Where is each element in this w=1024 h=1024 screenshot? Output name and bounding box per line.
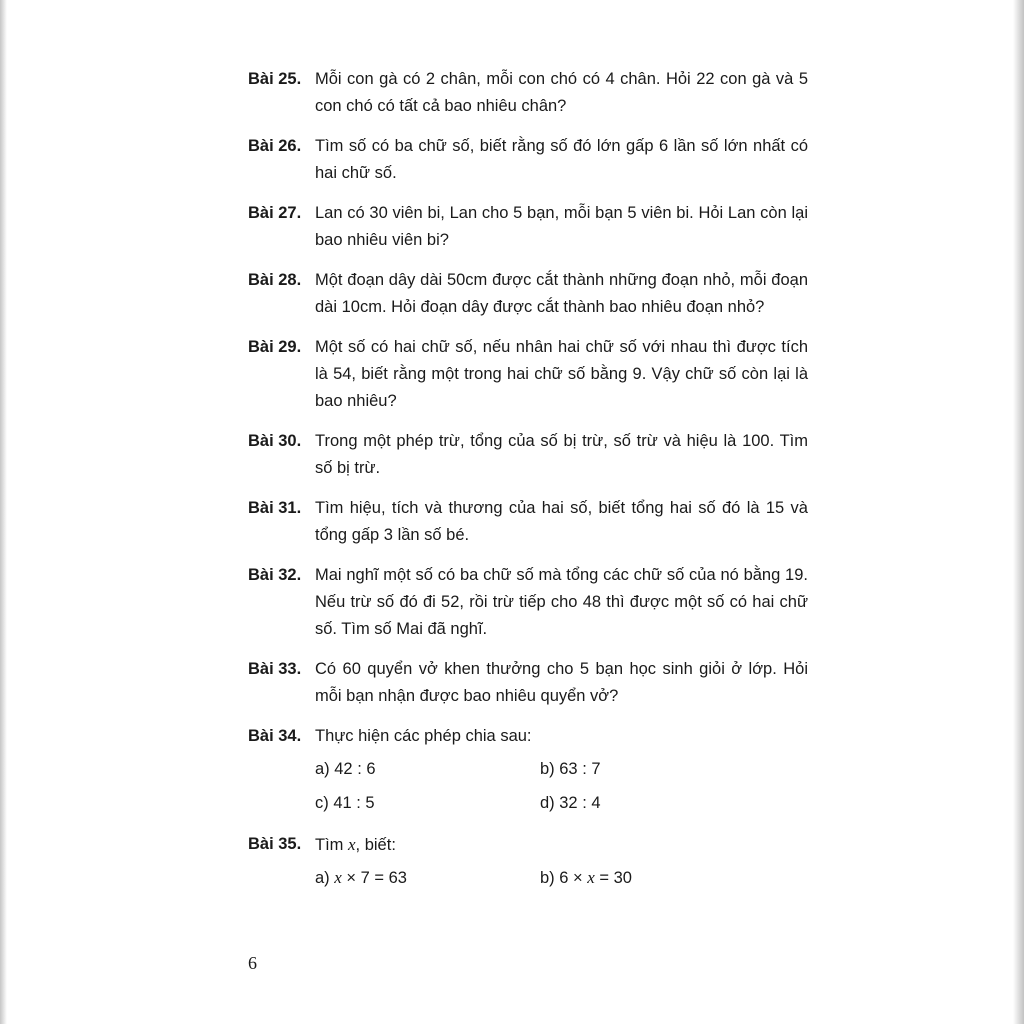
exercise-part-b: b) 6 × x = 30 xyxy=(540,868,632,887)
exercise-bai-33 xyxy=(248,656,808,710)
exercise-parts-row xyxy=(315,863,808,893)
page-left-edge-shadow xyxy=(0,0,7,1024)
exercise-bai-34 xyxy=(248,723,808,818)
exercise-label: Bài 29. xyxy=(248,338,302,356)
exercise-text: Mai nghĩ một số có ba chữ số mà tổng các chữ số của nó bằng 19. Nếu trừ số đó đi 52, rồi trừ tiếp cho 48 thì được một số có hai chữ số. Tìm số Mai đã nghĩ. xyxy=(315,566,808,638)
exercise-text: Tìm hiệu, tích và thương của hai số, biết tổng hai số đó là 15 và tổng gấp 3 lần số bé. xyxy=(315,499,808,544)
math-variable-x: x xyxy=(348,835,356,854)
exercise-bai-28 xyxy=(248,267,808,321)
exercise-bai-27 xyxy=(248,200,808,254)
exercise-parts-row xyxy=(315,788,808,818)
exercise-part-c: c) 41 : 5 xyxy=(315,794,375,812)
exercise-part-a: a) 42 : 6 xyxy=(315,760,376,778)
exercise-label: Bài 25. xyxy=(248,70,302,88)
exercise-label: Bài 32. xyxy=(248,566,302,584)
exercise-label: Bài 28. xyxy=(248,271,302,289)
exercise-bai-25 xyxy=(248,66,808,120)
exercise-text: Trong một phép trừ, tổng của số bị trừ, số trừ và hiệu là 100. Tìm số bị trừ. xyxy=(315,432,808,477)
exercise-label: Bài 27. xyxy=(248,204,302,222)
exercise-text: Thực hiện các phép chia sau: xyxy=(315,727,532,745)
math-variable-x: x xyxy=(587,868,595,887)
exercise-text: Có 60 quyển vở khen thưởng cho 5 bạn học sinh giỏi ở lớp. Hỏi mỗi bạn nhận được bao nhiêu quyển vở? xyxy=(315,660,808,705)
exercise-bai-26 xyxy=(248,133,808,187)
exercise-bai-32 xyxy=(248,562,808,643)
exercise-bai-31 xyxy=(248,495,808,549)
exercise-text: Tìm số có ba chữ số, biết rằng số đó lớn gấp 6 lần số lớn nhất có hai chữ số. xyxy=(315,137,808,182)
exercise-label: Bài 31. xyxy=(248,499,302,517)
exercise-bai-29 xyxy=(248,334,808,415)
exercise-part-d: d) 32 : 4 xyxy=(540,794,601,812)
exercise-label: Bài 34. xyxy=(248,727,302,745)
page-number: 6 xyxy=(248,953,257,973)
exercise-text: Một đoạn dây dài 50cm được cắt thành những đoạn nhỏ, mỗi đoạn dài 10cm. Hỏi đoạn dây được cắt thành bao nhiêu đoạn nhỏ? xyxy=(315,271,808,316)
exercise-label: Bài 35. xyxy=(248,835,302,853)
exercise-label: Bài 33. xyxy=(248,660,302,678)
exercise-text: Một số có hai chữ số, nếu nhân hai chữ số với nhau thì được tích là 54, biết rằng một trong hai chữ số bằng 9. Vậy chữ số còn lại là bao nhiêu? xyxy=(315,338,808,410)
exercise-text: Tìm x, biết: xyxy=(315,835,396,854)
exercise-text: Mỗi con gà có 2 chân, mỗi con chó có 4 chân. Hỏi 22 con gà và 5 con chó có tất cả bao nhiêu chân? xyxy=(315,70,808,115)
exercise-list xyxy=(248,66,808,906)
exercise-bai-35 xyxy=(248,831,808,893)
exercise-label: Bài 26. xyxy=(248,137,302,155)
math-variable-x: x xyxy=(334,868,342,887)
exercise-label: Bài 30. xyxy=(248,432,302,450)
exercise-bai-30 xyxy=(248,428,808,482)
exercise-parts-row xyxy=(315,754,808,784)
exercise-part-b: b) 63 : 7 xyxy=(540,760,601,778)
exercise-part-a: a) x × 7 = 63 xyxy=(315,868,407,887)
page-right-edge-shadow xyxy=(1013,0,1024,1024)
exercise-text: Lan có 30 viên bi, Lan cho 5 bạn, mỗi bạn 5 viên bi. Hỏi Lan còn lại bao nhiêu viên bi? xyxy=(315,204,808,249)
